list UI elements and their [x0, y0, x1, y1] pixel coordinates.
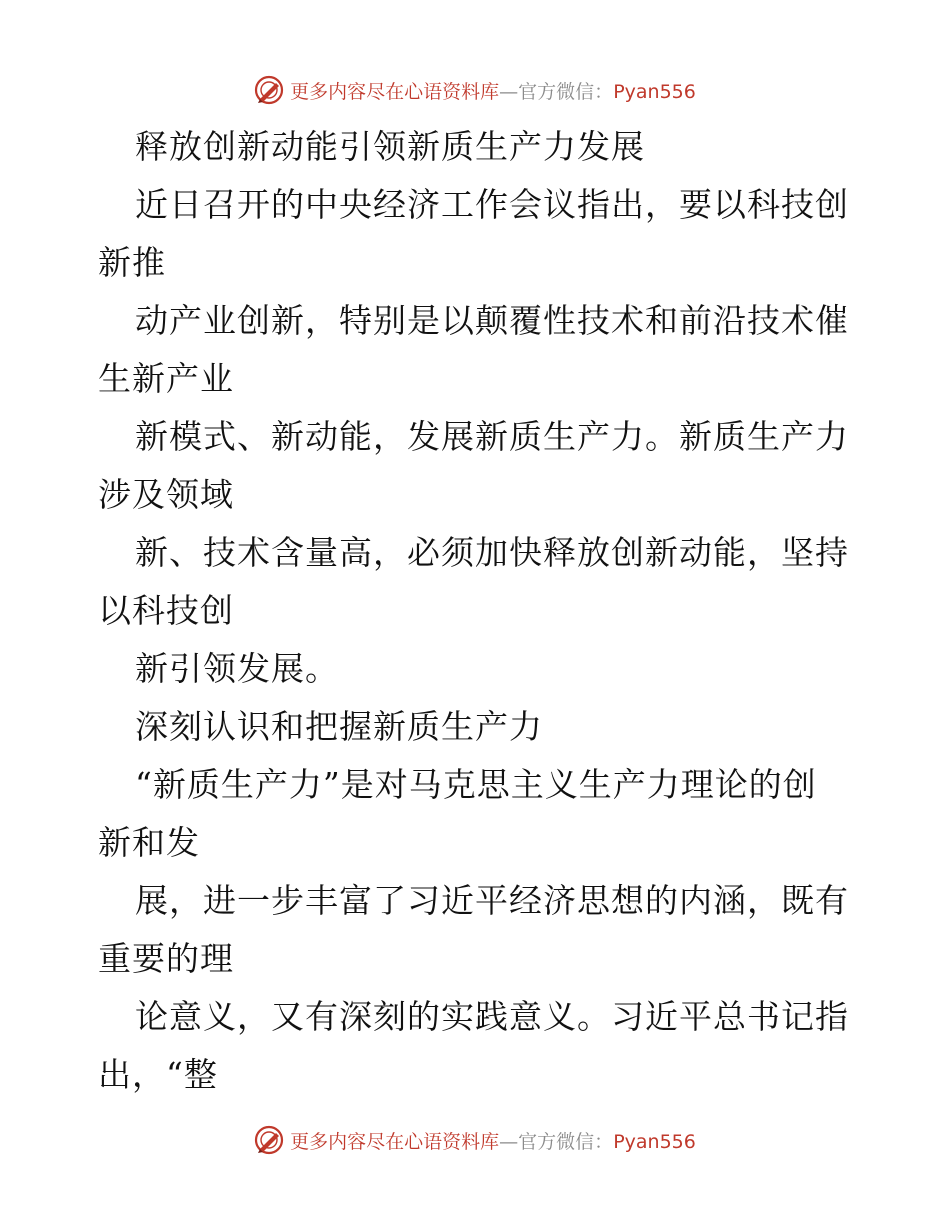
watermark-contact-label: 官方微信：	[518, 80, 614, 103]
footer-watermark	[0, 1123, 950, 1157]
text-line: 新推	[98, 243, 166, 282]
watermark-main-text: 更多内容尽在心语资料库	[290, 1130, 500, 1153]
text-line: 生新产业	[98, 359, 234, 398]
text-line: 以科技创	[98, 591, 234, 630]
header-watermark	[0, 73, 950, 107]
watermark-dash: —	[499, 1130, 519, 1153]
watermark-text	[290, 77, 696, 104]
text-line: “新质生产力”是对马克思主义生产力理论的创	[135, 765, 817, 804]
text-line: 新、技术含量高，必须加快释放创新动能，坚持	[135, 533, 849, 572]
text-line: 新引领发展。	[135, 649, 339, 688]
text-line: 动产业创新，特别是以颠覆性技术和前沿技术催	[135, 301, 849, 340]
text-line: 展，进一步丰富了习近平经济思想的内涵，既有	[135, 881, 849, 920]
text-line: 重要的理	[98, 939, 234, 978]
document-body	[98, 118, 853, 1104]
watermark-contact-id: Pyan556	[613, 1130, 696, 1153]
section-heading: 深刻认识和把握新质生产力	[135, 707, 543, 746]
watermark-main-text: 更多内容尽在心语资料库	[290, 80, 500, 103]
text-line: 新和发	[98, 823, 200, 862]
text-line: 涉及领域	[98, 475, 234, 514]
watermark-contact-label: 官方微信：	[518, 1130, 614, 1153]
text-line: 出，“整	[98, 1055, 218, 1094]
watermark-contact-id: Pyan556	[613, 80, 696, 103]
doc-title: 释放创新动能引领新质生产力发展	[135, 127, 645, 166]
pen-logo-icon	[254, 75, 284, 105]
watermark-dash: —	[499, 80, 519, 103]
text-line: 新模式、新动能，发展新质生产力。新质生产力	[135, 417, 849, 456]
watermark-text	[290, 1127, 696, 1154]
pen-logo-icon	[254, 1125, 284, 1155]
text-line: 论意义，又有深刻的实践意义。习近平总书记指	[135, 997, 849, 1036]
text-line: 近日召开的中央经济工作会议指出，要以科技创	[135, 185, 849, 224]
